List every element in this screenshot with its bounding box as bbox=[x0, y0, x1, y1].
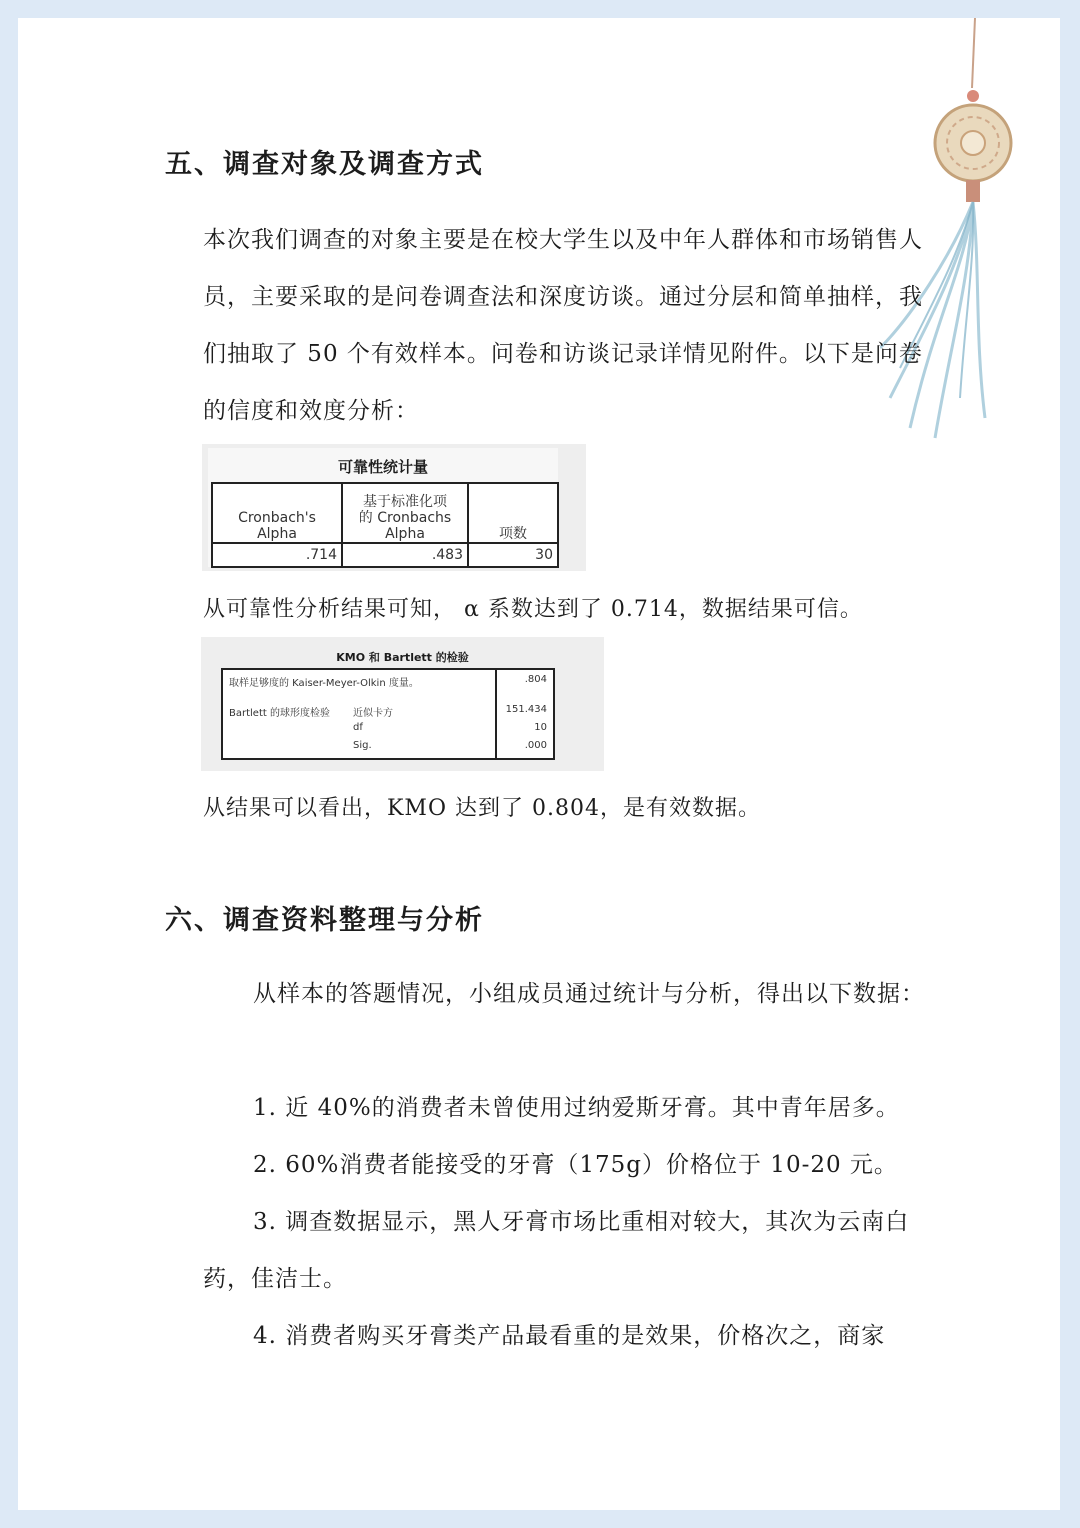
kmo-sub-df: df bbox=[353, 722, 363, 733]
section6-item-4: 4. 消费者购买牙膏类产品最看重的是效果，价格次之，商家 bbox=[253, 1323, 886, 1349]
kmo-row1-label: 取样足够度的 Kaiser-Meyer-Olkin 度量。 bbox=[229, 678, 419, 689]
kmo-row1-value: .804 bbox=[524, 674, 547, 685]
section6-item-2: 2. 60%消费者能接受的牙膏（175g）价格位于 10-20 元。 bbox=[253, 1152, 898, 1178]
kmo-value-df: 10 bbox=[534, 722, 547, 733]
col-header-items: 项数 bbox=[468, 483, 558, 543]
reliability-caption: 从可靠性分析结果可知， α 系数达到了 0.714，数据结果可信。 bbox=[203, 597, 863, 622]
kmo-bartlett-table bbox=[201, 637, 604, 771]
section6-intro: 从样本的答题情况，小组成员通过统计与分析，得出以下数据： bbox=[253, 981, 925, 1007]
section5-paragraph: 本次我们调查的对象主要是在校大学生以及中年人群体和市场销售人员，主要采取的是问卷调查法和深度访谈。通过分层和简单抽样，我们抽取了 50 个有效样本。问卷和访谈记录详情见附件。以下是问卷的信度和效度分析： bbox=[203, 227, 923, 424]
section6-item-3: 3. 调查数据显示，黑人牙膏市场比重相对较大，其次为云南白药，佳洁士。 bbox=[203, 1209, 910, 1292]
section-heading-5: 五、调查对象及调查方式 bbox=[165, 149, 484, 180]
document-page bbox=[18, 18, 1060, 1510]
reliability-statistics-table bbox=[202, 444, 586, 571]
kmo-row2-label: Bartlett 的球形度检验 bbox=[229, 708, 330, 719]
section6-item-1: 1. 近 40%的消费者未曾使用过纳爱斯牙膏。其中青年居多。 bbox=[253, 1095, 900, 1121]
kmo-caption: 从结果可以看出，KMO 达到了 0.804，是有效数据。 bbox=[203, 796, 761, 821]
col-header-cronbach: Cronbach's Alpha bbox=[212, 483, 342, 543]
value-cronbach: .714 bbox=[212, 543, 342, 567]
section-heading-6: 六、调查资料整理与分析 bbox=[165, 905, 484, 936]
reliability-table-title: 可靠性统计量 bbox=[337, 458, 428, 476]
col-header-standardized: 基于标准化项 的 Cronbachs Alpha bbox=[342, 483, 468, 543]
value-items: 30 bbox=[468, 543, 558, 567]
kmo-value-chisq: 151.434 bbox=[505, 704, 547, 715]
kmo-sub-sig: Sig. bbox=[353, 740, 372, 751]
kmo-sub-chisq: 近似卡方 bbox=[353, 708, 393, 719]
kmo-table-title: KMO 和 Bartlett 的检验 bbox=[336, 651, 469, 664]
value-standardized: .483 bbox=[342, 543, 468, 567]
kmo-value-sig: .000 bbox=[524, 740, 547, 751]
